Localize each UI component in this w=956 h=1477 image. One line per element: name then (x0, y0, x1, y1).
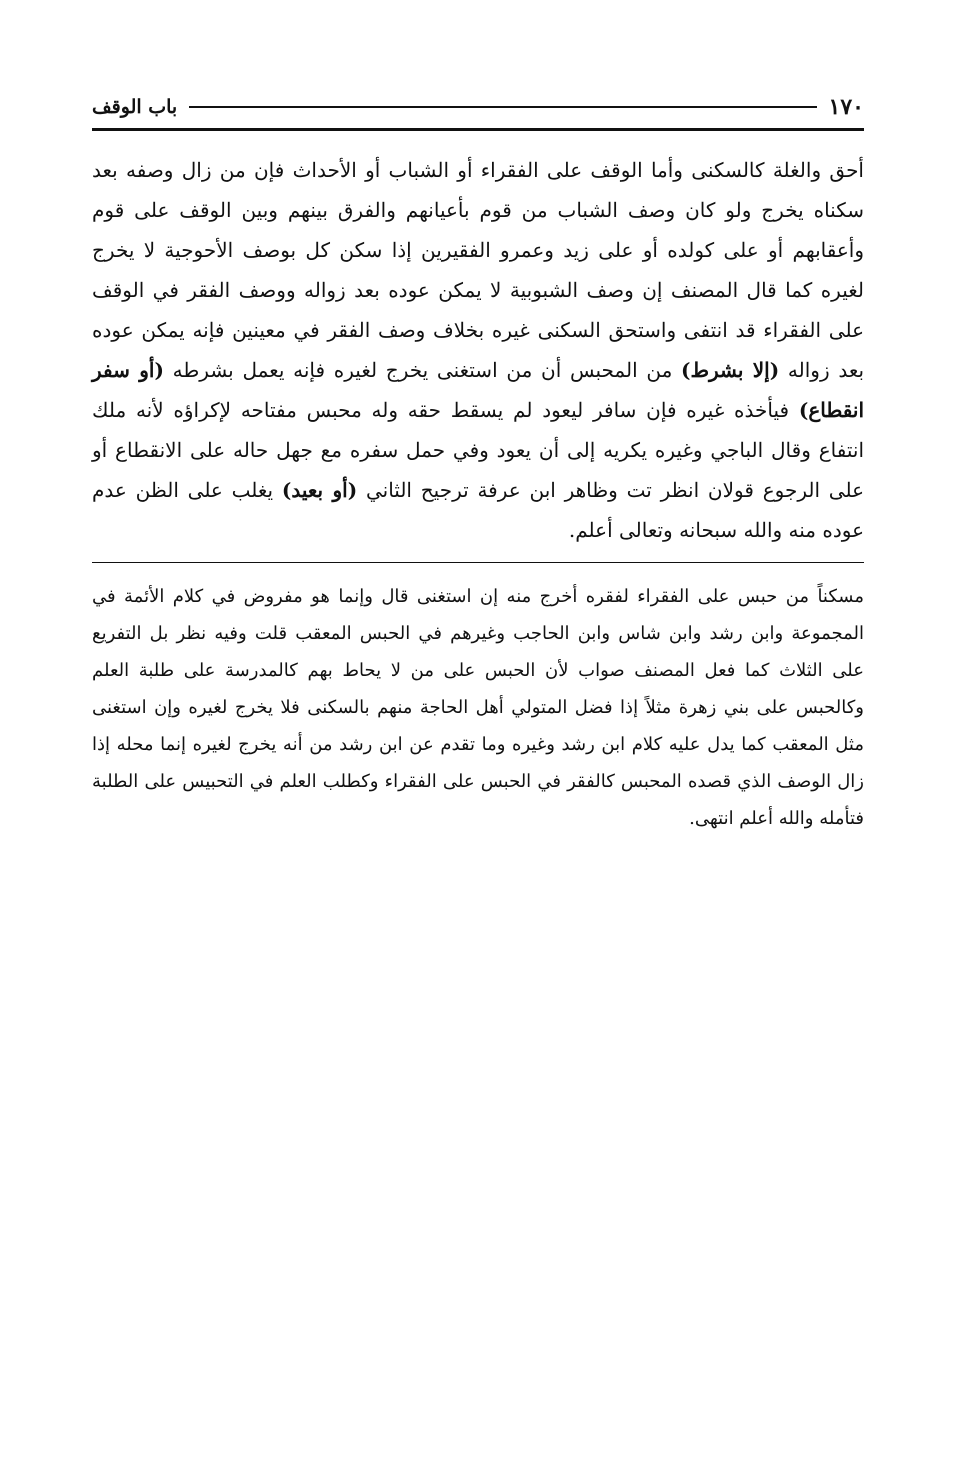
chapter-title: باب الوقف (92, 96, 178, 118)
bold-term: (إلا بشرط) (681, 358, 780, 382)
bold-term: (أو بعيد) (281, 478, 358, 502)
main-text-segment: يغلب على الظن عدم عوده منه والله سبحانه وتعالى أعلم. (92, 478, 864, 542)
header-divider (189, 106, 816, 108)
main-text-segment: من المحبس أن من استغنى يخرج لغيره فإنه يعمل بشرطه (172, 358, 673, 382)
page-number: ١٧٠ (828, 94, 864, 120)
footnote-divider (92, 562, 864, 563)
main-text-segment: أحق والغلة كالسكنى وأما الوقف على الفقراء أو الشباب أو الأحداث فإن من زال وصفه بعد سكناه يخرج ولو كان وصف الشباب من قوم بأعيانهم والفرق بينهم وبين الوقف على قوم وأعقابهم أو على كولده أو على زيد وعمرو الفقيرين إذا سكن كل بوصف الأحوجية لا يخرج لغيره كما قال المصنف إن وصف الشبوبية لا يمكن عوده بعد زواله ووصف الفقر في الوقف على الفقراء قد انتفى واستحق السكنى غيره بخلاف وصف الفقر في معينين فإنه يمكن عوده بعد زواله (92, 158, 865, 382)
page-header (92, 92, 864, 122)
main-paragraph (92, 150, 864, 550)
main-text (92, 150, 864, 550)
footnote-text: مسكناً من حبس على الفقراء لفقره أخرج منه إن استغنى قال وإنما هو مفروض في كلام الأئمة في المجموعة وابن رشد وابن شاس وابن الحاجب وغيرهم في الحبس المعقب قلت وفيه نظر بل التفريع على الثلاث كما فعل المصنف صواب لأن الحبس على من لا يحاط بهم كالمدرسة على طلبة العلم وكالحبس على بني زهرة مثلاً إذا فضل المتولي أهل الحاجة منهم بالسكنى فلا يخرج لغيره وإن استغنى مثل المعقب كما يدل عليه كلام ابن رشد وغيره وما تقدم عن ابن رشد من أنه يخرج لغيره إنما محله إذا زال الوصف الذي قصده المحبس كالفقر في الحبس على الفقراء وكطلب العلم في التحبيس على الطلبة فتأمله والله أعلم انتهى. (92, 586, 864, 829)
header-rule (92, 128, 864, 131)
main-text-segment: فيأخذه غيره فإن سافر ليعود لم يسقط حقه وله محبس مفتاحه لإكراؤه لأنه ملك انتفاع وقال الباجي وغيره يكريه إلى أن يعود وفي حمل سفره مع جهل حاله على الانقطاع أو على الرجوع قولان انظر تت وظاهر ابن عرفة ترجيح الثاني (92, 398, 865, 502)
bold-term: (أو سفر انقطاع) (92, 358, 864, 422)
footnote (92, 578, 864, 837)
